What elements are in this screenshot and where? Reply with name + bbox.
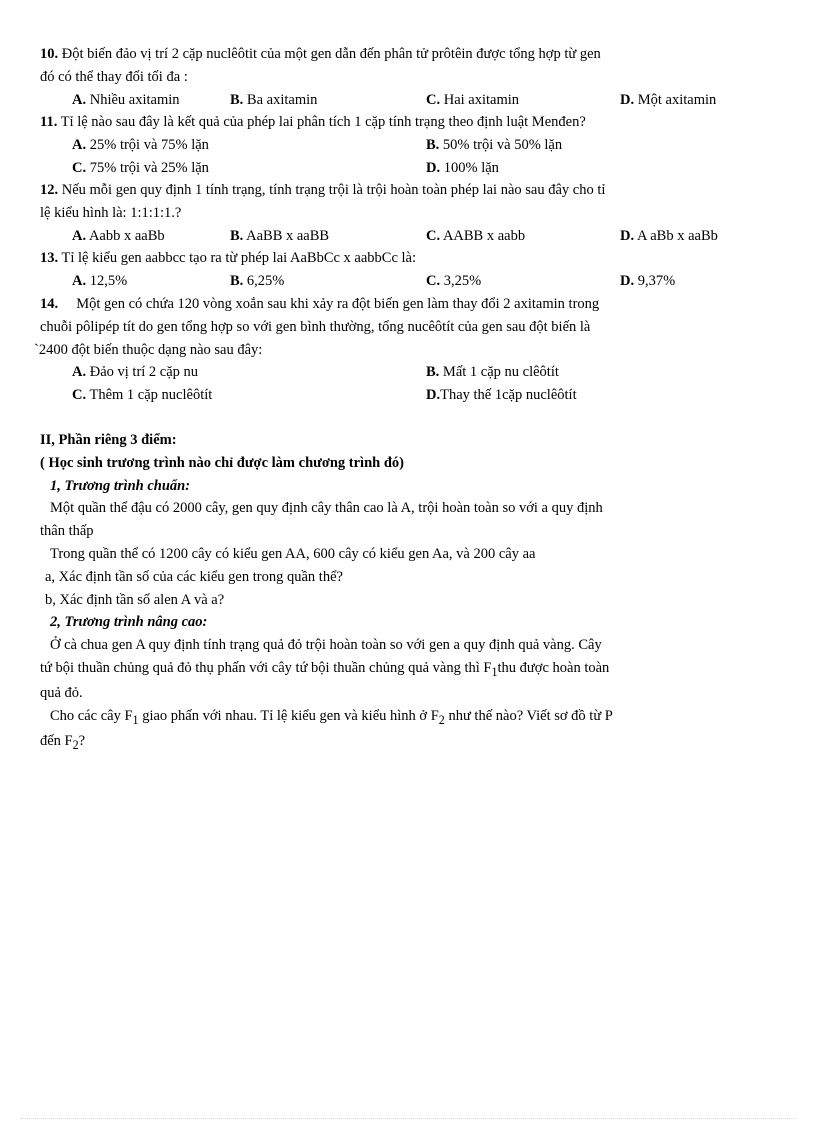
option-d: D. 9,37% xyxy=(620,273,676,289)
question-text: đó có thể thay đổi tối đa : xyxy=(40,69,188,85)
question-text: Tỉ lệ kiểu gen aabbcc tạo ra từ phép lai AaBbCc x aabbCc là: xyxy=(61,250,417,266)
option-b: B. 6,25% xyxy=(230,273,285,289)
question-number: 14. xyxy=(40,296,59,312)
option-d: D. 100% lặn xyxy=(426,160,499,176)
option-c: C. Hai axitamin xyxy=(426,92,520,108)
basic-question-a: a, Xác định tần số của các kiểu gen trong quần thể? xyxy=(45,569,343,585)
question-number: 12. xyxy=(40,182,59,198)
basic-line-1: Một quần thể đậu có 2000 cây, gen quy định cây thân cao là A, trội hoàn toàn so với a quy định xyxy=(50,500,603,516)
question-text: Đột biến đảo vị trí 2 cặp nuclêôtit của một gen dẫn đến phân tử prôtêin được tổng hợp từ gen xyxy=(61,46,601,62)
question-text: Nếu mỗi gen quy định 1 tính trạng, tính trạng trội là trội hoàn toàn phép lai nào sau đây cho tỉ xyxy=(61,182,606,198)
option-b: B. Mất 1 cặp nu clêôtít xyxy=(426,364,559,380)
option-a: A. Aabb x aaBb xyxy=(72,228,165,244)
option-a: A. Đảo vị trí 2 cặp nu xyxy=(72,364,199,380)
option-c: C. 3,25% xyxy=(426,273,482,289)
option-b: B. Ba axitamin xyxy=(230,92,318,108)
question-number: 13. xyxy=(40,250,59,266)
question-12-line-2 xyxy=(40,203,181,223)
advanced-line-4: Cho các cây $F_1$ giao phấn với nhau. Tỉ lệ kiểu gen và kiểu hình ở $F_2$ như thế nào? Viết sơ đồ từ P xyxy=(50,708,613,727)
question-text: chuỗi pôlipép tít do gen tổng hợp so với gen bình thường, tổng nucêôtít của gen sau đột biến là xyxy=(40,319,591,335)
basic-line-3: Trong quần thể có 1200 cây có kiểu gen AA, 600 cây có kiểu gen Aa, và 200 cây aa xyxy=(50,546,536,562)
basic-line-2: thân thấp xyxy=(40,523,94,539)
option-c: C. 75% trội và 25% lặn xyxy=(72,160,209,176)
question-11-line-1 xyxy=(40,112,586,132)
question-text: Tỉ lệ nào sau đây là kết quả của phép lai phân tích 1 cặp tính trạng theo định luật Menđen? xyxy=(60,114,586,130)
option-a: A. 25% trội và 75% lặn xyxy=(72,137,209,153)
question-14-options-row-1 xyxy=(72,362,772,382)
page-bottom-border xyxy=(20,1118,796,1119)
question-text: Một gen có chứa 120 vòng xoắn sau khi xảy ra đột biến gen làm thay đổi 2 axitamin trong xyxy=(76,296,600,312)
option-d: D.Thay thế 1cặp nuclêôtít xyxy=(426,387,577,403)
option-a: A. Nhiều axitamin xyxy=(72,92,180,108)
part2-heading: II, Phần riêng 3 điểm: xyxy=(40,432,177,448)
advanced-program-title: 2, Trương trình nâng cao: xyxy=(50,614,208,630)
question-number: 11. xyxy=(40,114,58,130)
question-12-line-1 xyxy=(40,180,605,200)
part2-note: ( Học sinh trương trình nào chỉ được làm chương trình đó) xyxy=(40,455,404,471)
question-text: `2400 đột biến thuộc dạng nào sau đây: xyxy=(34,342,263,358)
basic-question-b: b, Xác định tần số alen A và a? xyxy=(45,592,225,608)
option-b: B. AaBB x aaBB xyxy=(230,228,330,244)
question-14-options-row-2 xyxy=(72,385,772,405)
question-11-options-row-2 xyxy=(72,158,772,178)
question-number: 10. xyxy=(40,46,59,62)
basic-program-title: 1, Trương trình chuẩn: xyxy=(50,478,191,494)
advanced-line-3: quả đỏ. xyxy=(40,685,83,701)
question-10-line-2 xyxy=(40,67,188,87)
question-text: lệ kiểu hình là: 1:1:1:1.? xyxy=(40,205,182,221)
advanced-line-2: tứ bội thuần chủng quả đỏ thụ phấn với cây tứ bội thuần chủng quả vàng thì $F_1thu$ được hoàn toàn xyxy=(40,660,610,679)
question-12-options xyxy=(72,226,772,246)
question-14-line-2 xyxy=(40,317,590,337)
option-c: C. Thêm 1 cặp nuclêôtít xyxy=(72,387,213,403)
question-10-options xyxy=(72,90,772,110)
question-14-line-1 xyxy=(40,294,599,314)
advanced-line-1: Ở cà chua gen A quy định tính trạng quả đỏ trội hoàn toàn so với gen a quy định quả vàng. Cây xyxy=(50,637,602,653)
option-a: A. 12,5% xyxy=(72,273,128,289)
option-d: D. Một axitamin xyxy=(620,92,717,108)
question-11-options-row-1 xyxy=(72,135,772,155)
advanced-line-5: đến $F_2$? xyxy=(40,733,86,752)
question-13-options xyxy=(72,271,772,291)
option-b: B. 50% trội và 50% lặn xyxy=(426,137,563,153)
option-d: D. A aBb x aaBb xyxy=(620,228,718,244)
question-10-line-1 xyxy=(40,44,601,64)
question-13-line-1 xyxy=(40,248,416,268)
option-c: C. AABB x aabb xyxy=(426,228,526,244)
question-14-line-3 xyxy=(34,340,262,360)
